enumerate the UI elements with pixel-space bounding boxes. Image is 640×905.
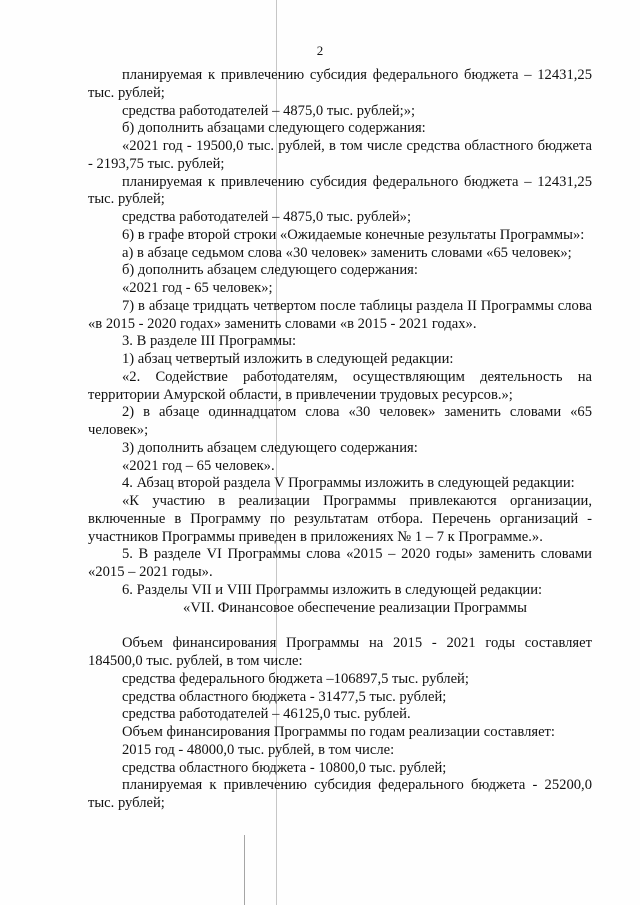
spacer [88, 617, 592, 635]
paragraph: 5. В разделе VI Программы слова «2015 – 2020 годы» заменить словами «2015 – 2021 годы». [88, 546, 592, 580]
paragraph: планируемая к привлечению субсидия федерального бюджета – 12431,25 тыс. рублей; [88, 173, 592, 208]
paragraph: планируемая к привлечению субсидия федерального бюджета – 12431,25 тыс. рублей; [88, 67, 592, 101]
paragraph: средства областного бюджета - 31477,5 тыс. рублей; [122, 688, 447, 705]
paragraph: средства областного бюджета - 10800,0 тыс. рублей; [122, 759, 447, 776]
paragraph: Объем финансирования Программы по годам реализации составляет: [122, 724, 555, 740]
paragraph: «2021 год - 19500,0 тыс. рублей, в том числе средства областного бюджета - 2193,75 тыс. рублей; [88, 138, 592, 172]
paragraph: б) дополнить абзацами следующего содержания: [122, 120, 426, 137]
paragraph: а) в абзаце седьмом слова «30 человек» заменить словами «65 человек»; [122, 244, 572, 261]
fold-line-bottom [244, 835, 245, 905]
paragraph: 7) в абзаце тридцать четвертом после таблицы раздела II Программы слова «в 2015 - 2020 годах» заменить словами «в 2015 - 2021 годах». [88, 297, 592, 332]
paragraph: средства работодателей – 46125,0 тыс. рублей. [122, 706, 411, 723]
paragraph: «2021 год – 65 человек». [122, 457, 275, 474]
paragraph: средства федерального бюджета –106897,5 тыс. рублей; [122, 670, 469, 687]
paragraph: 4. Абзац второй раздела V Программы изложить в следующей редакции: [122, 475, 575, 492]
paragraph: «2021 год - 65 человек»; [122, 280, 273, 296]
paragraph: 6) в графе второй строки «Ожидаемые конечные результаты Программы»: [122, 226, 585, 243]
paragraph: 1) абзац четвертый изложить в следующей редакции: [122, 351, 454, 367]
section-heading: «VII. Финансовое обеспечение реализации Программы [183, 599, 527, 616]
paragraph: 6. Разделы VII и VIII Программы изложить в следующей редакции: [122, 581, 543, 598]
paragraph: 2) в абзаце одиннадцатом слова «30 человек» заменить словами «65 человек»; [88, 404, 592, 438]
paragraph: Объем финансирования Программы на 2015 - 2021 годы составляет 184500,0 тыс. рублей, в том числе: [88, 635, 592, 669]
page-number: 2 [316, 43, 324, 58]
paragraph: 3) дополнить абзацем следующего содержания: [122, 439, 418, 456]
document-body [88, 67, 592, 813]
paragraph: 2015 год - 48000,0 тыс. рублей, в том числе: [122, 741, 395, 758]
paragraph: «2. Содействие работодателям, осуществляющим деятельность на территории Амурской области, в привлечении трудовых ресурсов.»; [88, 368, 592, 403]
paragraph: средства работодателей – 4875,0 тыс. рублей»; [122, 209, 412, 225]
paragraph: 3. В разделе III Программы: [122, 333, 297, 350]
paragraph: «К участию в реализации Программы привлекаются организации, включенные в Программу по результатам отбора. Перечень организаций - участников Программы приведен в приложениях № 1 – 7 к Программе.». [88, 493, 592, 545]
paragraph: планируемая к привлечению субсидия федерального бюджета - 25200,0 тыс. рублей; [88, 777, 592, 811]
paragraph: средства работодателей – 4875,0 тыс. рублей;»; [122, 102, 416, 119]
paragraph: б) дополнить абзацем следующего содержания: [122, 262, 418, 279]
